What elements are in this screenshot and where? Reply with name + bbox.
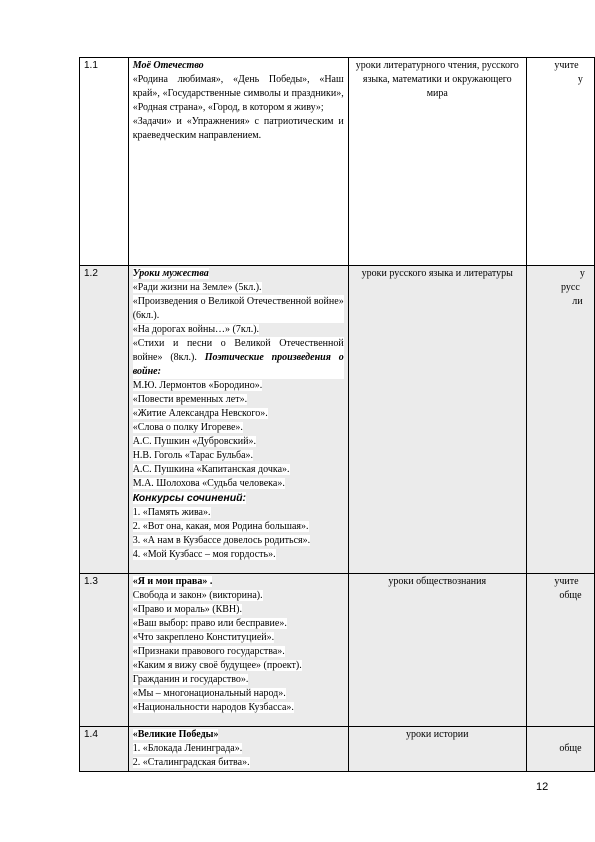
row-number: 1.2 — [80, 266, 129, 574]
content-line — [133, 337, 344, 379]
teacher-line: учите — [554, 60, 579, 71]
content-line: «Мы – многонациональный народ». — [132, 688, 286, 699]
table-row — [80, 58, 595, 266]
row-teacher — [526, 574, 594, 727]
content-line-text: «Стихи и песни о Великой Отечественной войне» (8кл.). — [132, 338, 344, 363]
table-row — [80, 574, 595, 727]
row-lessons: уроки русского языка и литературы — [348, 266, 526, 574]
row-content — [128, 574, 348, 727]
contest-item: 3. «А нам в Кузбассе довелось родиться». — [132, 535, 311, 546]
contest-item: 4. «Мой Кузбасс – моя гордость». — [132, 549, 276, 560]
teacher-line: ли — [572, 296, 583, 307]
work-item: М.Ю. Лермонтов «Бородино». — [132, 380, 263, 391]
content-line: 2. «Сталинградская битва». — [132, 757, 250, 768]
curriculum-table — [79, 57, 595, 772]
work-item: Н.В. Гоголь «Тарас Бульба». — [132, 450, 254, 461]
row-title: «Я и мои права» . — [132, 576, 213, 587]
row-teacher — [526, 727, 594, 772]
row-number: 1.3 — [80, 574, 129, 727]
content-line: «Ради жизни на Земле» (5кл.). — [132, 282, 262, 293]
teacher-line: у — [579, 268, 585, 279]
content-line: «Что закреплено Конституцией». — [132, 632, 275, 643]
work-item: М.А. Шолохова «Судьба человека». — [132, 478, 285, 489]
work-item: «Повести временных лет». — [132, 394, 248, 405]
row-title: «Великие Победы» — [132, 729, 219, 740]
content-line: «Право и мораль» (КВН). — [132, 604, 242, 615]
poetic-label: Поэтические произведения о войне: — [132, 352, 344, 377]
work-item: «Житие Александра Невского». — [132, 408, 268, 419]
content-line: «Произведения о Великой Отечественной войне» (6кл.). — [132, 296, 344, 321]
teacher-line: учите — [554, 576, 579, 587]
content-line: «Национальности народов Кузбасса». — [132, 702, 294, 713]
row-content — [128, 266, 348, 574]
contests-label: Конкурсы сочинений: — [132, 492, 247, 504]
row-number: 1.4 — [80, 727, 129, 772]
work-item: «Слова о полку Игореве». — [132, 422, 243, 433]
row-lessons: уроки обществознания — [348, 574, 526, 727]
content-line: «Признаки правового государства». — [132, 646, 285, 657]
row-lessons: уроки литературного чтения, русского языка, математики и окружающего мира — [348, 58, 526, 266]
content-line: «На дорогах войны…» (7кл.). — [132, 324, 260, 335]
row-content — [128, 58, 348, 266]
page-number: 12 — [536, 781, 549, 793]
teacher-line: у — [577, 74, 583, 85]
teacher-line: обще — [559, 743, 582, 754]
content-line: «Каким я вижу своё будущее» (проект). — [132, 660, 302, 671]
work-item: А.С. Пушкина «Капитанская дочка». — [132, 464, 290, 475]
table-row — [80, 266, 595, 574]
content-line: «Ваш выбор: право или бесправие». — [132, 618, 287, 629]
row-teacher — [526, 266, 594, 574]
content-line: «Задачи» и «Упражнения» с патриотическим и краеведческим направлением. — [132, 116, 344, 141]
row-title: Уроки мужества — [132, 268, 209, 279]
row-lessons: уроки истории — [348, 727, 526, 772]
row-content — [128, 727, 348, 772]
row-teacher — [526, 58, 594, 266]
contest-item: 1. «Память жива». — [132, 507, 211, 518]
row-number: 1.1 — [80, 58, 129, 266]
teacher-line: русс — [561, 282, 580, 293]
content-line: 1. «Блокада Ленинграда». — [132, 743, 243, 754]
row-title: Моё Отечество — [132, 60, 204, 71]
teacher-line: обще — [559, 590, 582, 601]
table-row — [80, 727, 595, 772]
content-line: Гражданин и государство». — [132, 674, 249, 685]
contest-item: 2. «Вот она, какая, моя Родина большая». — [132, 521, 309, 532]
work-item: А.С. Пушкин «Дубровский». — [132, 436, 257, 447]
content-line: Свобода и закон» (викторина). — [132, 590, 263, 601]
content-line: «Родина любимая», «День Победы», «Наш край», «Государственные символы и праздники», «Родная страна», «Город, в котором я живу»; — [132, 74, 344, 113]
